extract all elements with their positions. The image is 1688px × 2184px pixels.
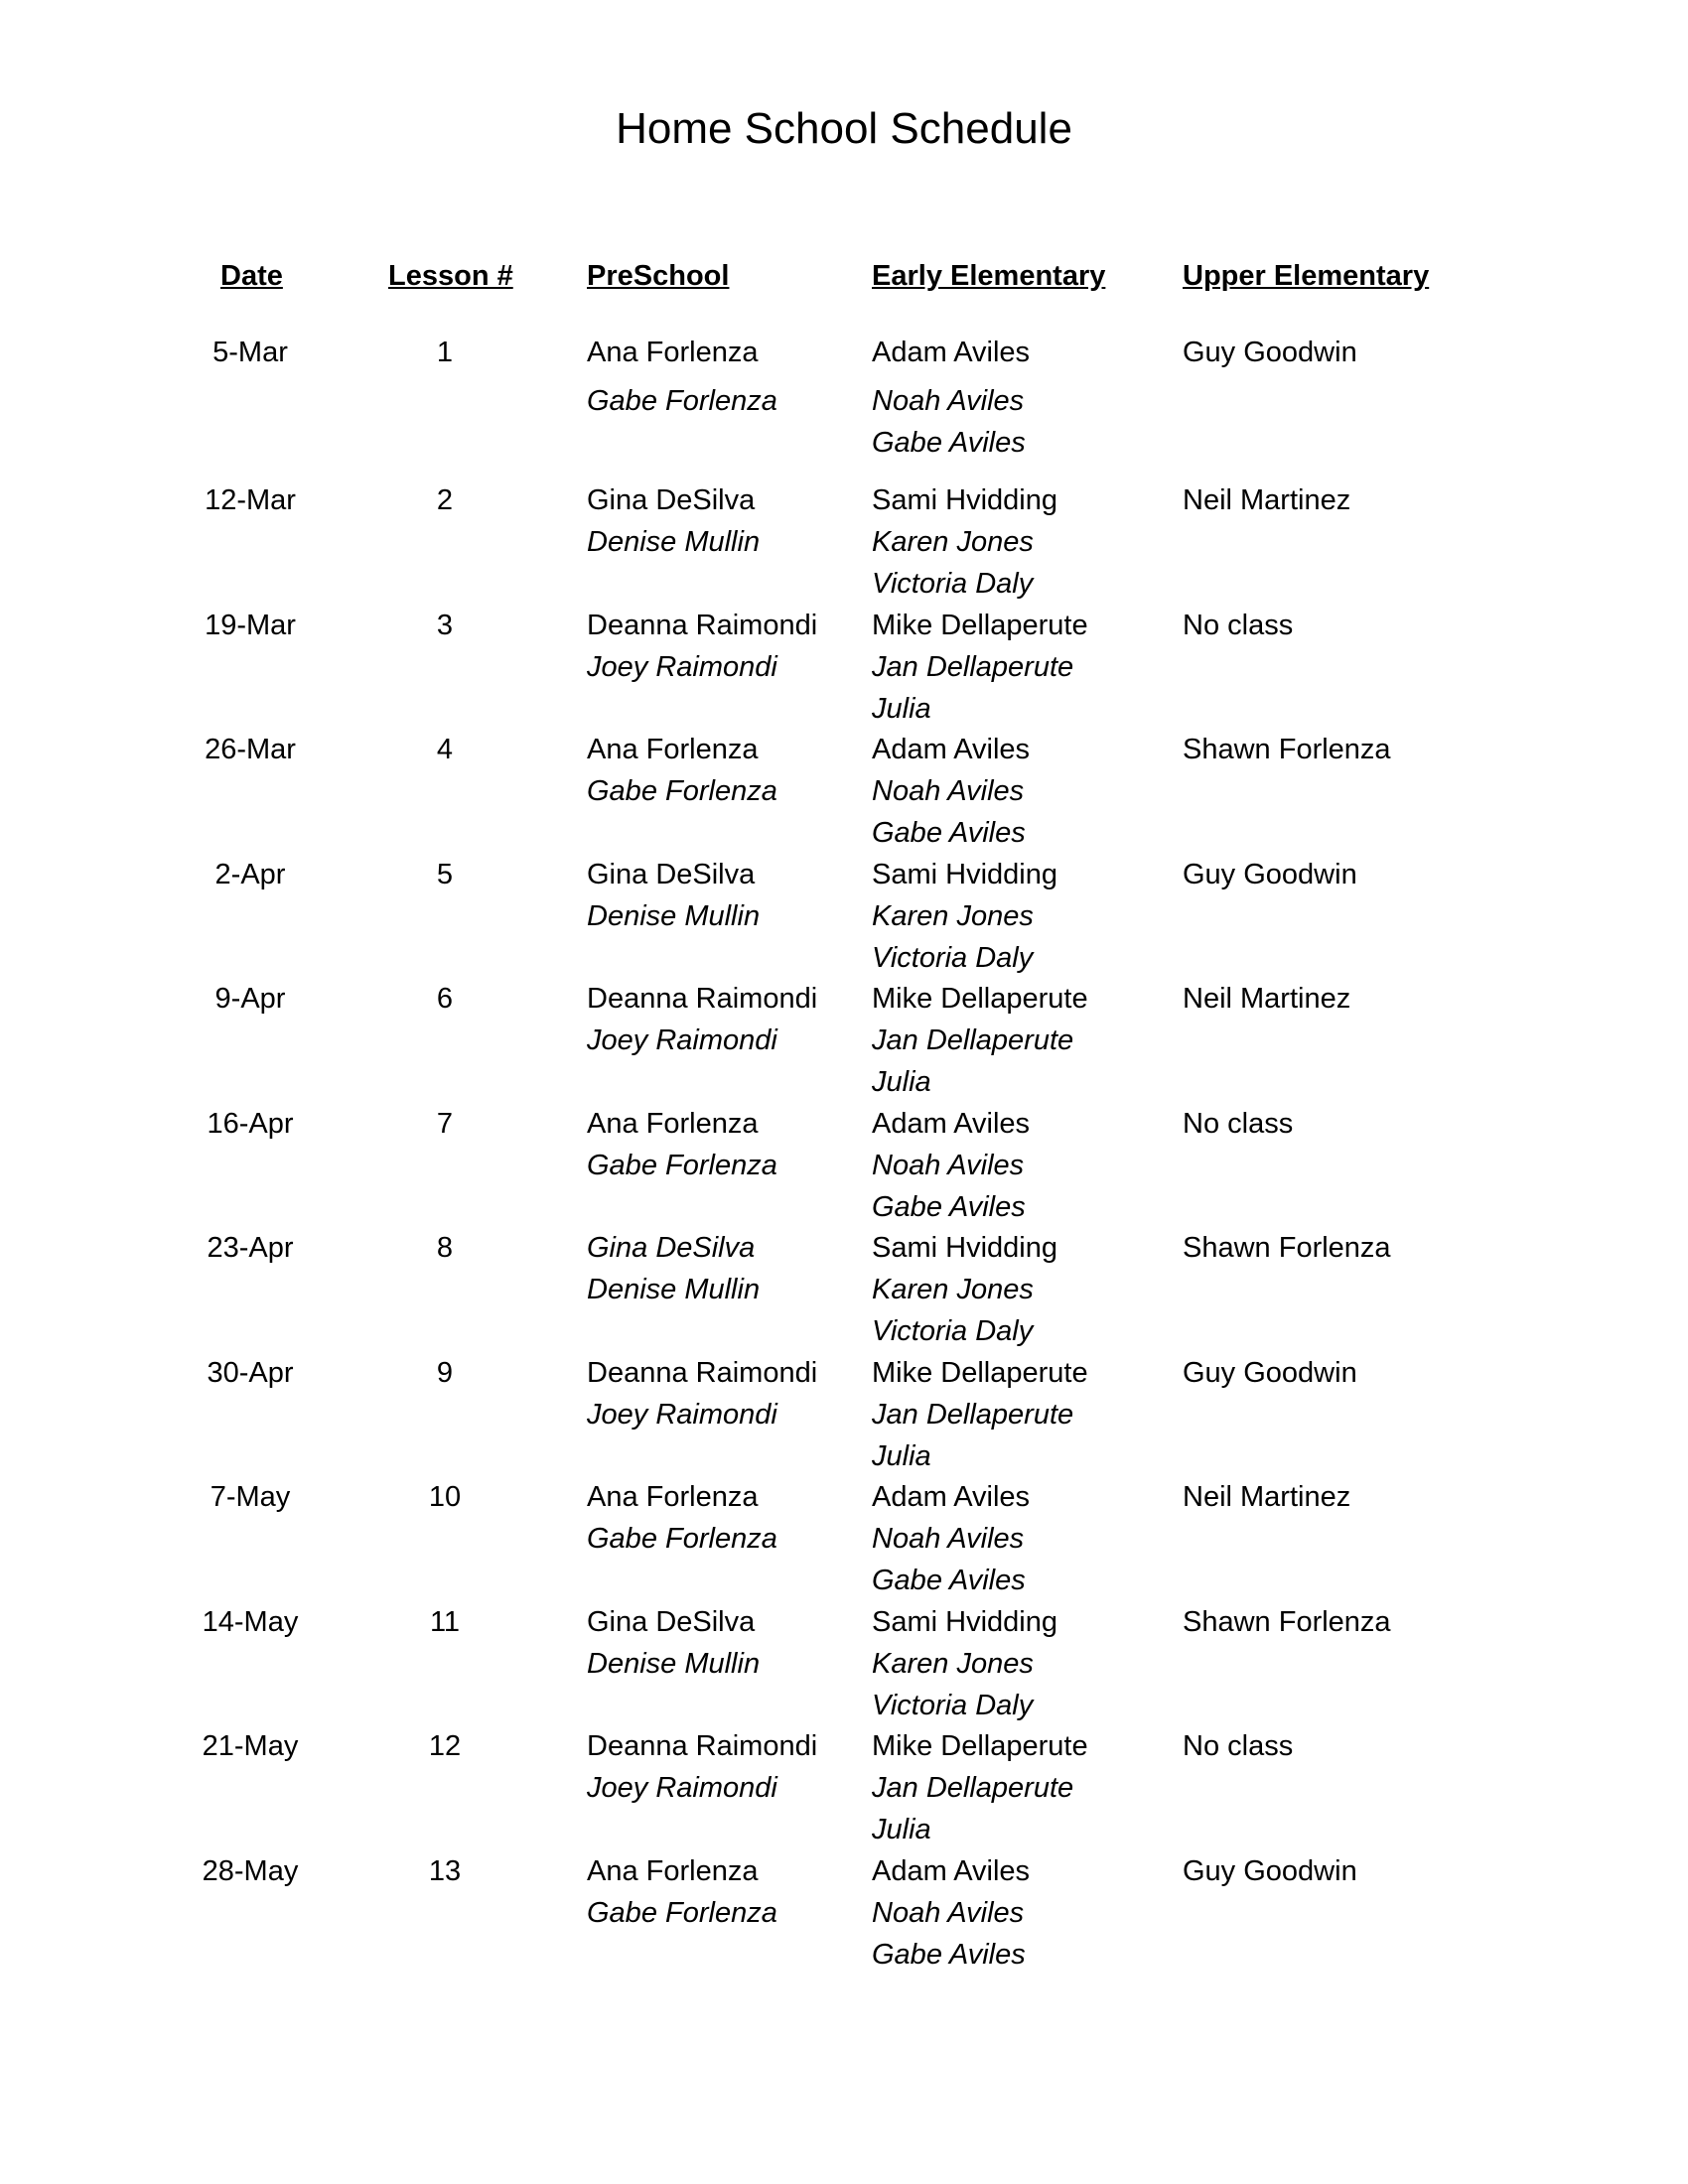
header-lesson: Lesson # (388, 260, 513, 292)
early-elementary-name: Noah Aviles (872, 1896, 1025, 1929)
early-elementary-name: Victoria Daly (872, 1315, 1034, 1347)
upper-elementary-name: Shawn Forlenza (1183, 1232, 1391, 1264)
early-elementary-name: Noah Aviles (872, 1149, 1025, 1181)
preschool-name: Deanna Raimondi (587, 1730, 818, 1762)
early-elementary-name: Karen Jones (872, 526, 1034, 558)
early-elementary-name: Noah Aviles (872, 385, 1025, 417)
row-lesson-number: 1 (436, 337, 454, 368)
preschool-name: Gabe Forlenza (587, 775, 777, 807)
upper-elementary-name: Neil Martinez (1183, 1481, 1351, 1513)
early-elementary-name: Julia (872, 1066, 931, 1098)
row-lesson-number: 12 (428, 1730, 462, 1762)
early-elementary-name: Adam Aviles (872, 1481, 1031, 1513)
header-upper-elementary: Upper Elementary (1183, 260, 1430, 292)
upper-elementary-name: Guy Goodwin (1183, 1854, 1357, 1887)
early-elementary-name: Noah Aviles (872, 775, 1025, 807)
preschool-name: Deanna Raimondi (587, 609, 818, 641)
row-date: 16-Apr (207, 1107, 294, 1140)
row-date: 23-Apr (207, 1232, 294, 1264)
early-elementary-name: Victoria Daly (872, 941, 1034, 974)
row-lesson-number: 4 (436, 734, 454, 765)
preschool-name: Joey Raimondi (587, 1024, 777, 1056)
early-elementary-name: Sami Hvidding (872, 484, 1057, 516)
upper-elementary-name: Neil Martinez (1183, 983, 1351, 1015)
early-elementary-name: Mike Dellaperute (872, 983, 1088, 1015)
early-elementary-name: Jan Dellaperute (872, 1398, 1074, 1431)
preschool-name: Gabe Forlenza (587, 1523, 777, 1555)
upper-elementary-name: No class (1183, 609, 1294, 641)
preschool-name: Joey Raimondi (587, 1398, 777, 1431)
preschool-name: Deanna Raimondi (587, 983, 818, 1015)
upper-elementary-name: Shawn Forlenza (1183, 734, 1391, 765)
row-lesson-number: 5 (436, 858, 454, 890)
upper-elementary-name: Neil Martinez (1183, 484, 1351, 516)
row-date: 9-Apr (214, 983, 286, 1015)
early-elementary-name: Gabe Aviles (872, 1565, 1026, 1596)
row-lesson-number: 10 (428, 1481, 462, 1513)
preschool-name: Denise Mullin (587, 899, 761, 932)
preschool-name: Gina DeSilva (587, 484, 756, 516)
preschool-name: Ana Forlenza (587, 734, 759, 765)
row-date: 19-Mar (205, 609, 296, 641)
row-date: 21-May (202, 1730, 299, 1762)
early-elementary-name: Julia (872, 692, 931, 725)
row-date: 28-May (202, 1854, 299, 1887)
row-date: 2-Apr (214, 858, 286, 890)
early-elementary-name: Mike Dellaperute (872, 1730, 1088, 1762)
preschool-name: Denise Mullin (587, 526, 761, 558)
early-elementary-name: Mike Dellaperute (872, 1356, 1088, 1389)
early-elementary-name: Sami Hvidding (872, 858, 1057, 890)
row-date: 26-Mar (205, 734, 296, 765)
early-elementary-name: Adam Aviles (872, 1107, 1031, 1140)
row-date: 30-Apr (207, 1356, 294, 1389)
upper-elementary-name: Shawn Forlenza (1183, 1605, 1391, 1638)
header-early-elementary: Early Elementary (872, 260, 1106, 292)
row-lesson-number: 7 (436, 1107, 454, 1140)
row-lesson-number: 13 (428, 1854, 462, 1887)
early-elementary-name: Jan Dellaperute (872, 1772, 1074, 1804)
preschool-name: Ana Forlenza (587, 1481, 759, 1513)
early-elementary-name: Gabe Aviles (872, 1190, 1026, 1223)
early-elementary-name: Sami Hvidding (872, 1232, 1057, 1264)
row-lesson-number: 6 (436, 983, 454, 1015)
preschool-name: Denise Mullin (587, 1647, 761, 1680)
early-elementary-name: Karen Jones (872, 899, 1034, 932)
preschool-name: Gina DeSilva (587, 1232, 756, 1264)
preschool-name: Gina DeSilva (587, 1605, 756, 1638)
early-elementary-name: Victoria Daly (872, 568, 1034, 600)
preschool-name: Joey Raimondi (587, 650, 777, 683)
preschool-name: Denise Mullin (587, 1274, 761, 1305)
early-elementary-name: Gabe Aviles (872, 427, 1026, 459)
early-elementary-name: Sami Hvidding (872, 1605, 1057, 1638)
preschool-name: Joey Raimondi (587, 1772, 777, 1804)
row-lesson-number: 2 (436, 484, 454, 516)
row-lesson-number: 11 (429, 1605, 461, 1638)
header-date: Date (220, 260, 283, 292)
upper-elementary-name: No class (1183, 1107, 1294, 1140)
early-elementary-name: Gabe Aviles (872, 817, 1026, 849)
early-elementary-name: Julia (872, 1814, 931, 1845)
preschool-name: Gabe Forlenza (587, 385, 777, 417)
page-title: Home School Schedule (616, 104, 1072, 153)
row-lesson-number: 8 (436, 1232, 454, 1264)
row-lesson-number: 9 (436, 1356, 454, 1389)
early-elementary-name: Adam Aviles (872, 734, 1031, 765)
early-elementary-name: Adam Aviles (872, 337, 1031, 368)
early-elementary-name: Jan Dellaperute (872, 650, 1074, 683)
preschool-name: Gabe Forlenza (587, 1896, 777, 1929)
upper-elementary-name: Guy Goodwin (1183, 858, 1357, 890)
early-elementary-name: Karen Jones (872, 1274, 1034, 1305)
early-elementary-name: Noah Aviles (872, 1523, 1025, 1555)
early-elementary-name: Julia (872, 1439, 931, 1472)
row-date: 12-Mar (205, 484, 296, 516)
header-preschool: PreSchool (587, 260, 730, 292)
preschool-name: Gabe Forlenza (587, 1149, 777, 1181)
preschool-name: Ana Forlenza (587, 1107, 759, 1140)
row-date: 14-May (202, 1605, 299, 1638)
preschool-name: Gina DeSilva (587, 858, 756, 890)
early-elementary-name: Adam Aviles (872, 1854, 1031, 1887)
row-date: 5-Mar (212, 337, 288, 368)
upper-elementary-name: Guy Goodwin (1183, 337, 1357, 368)
early-elementary-name: Mike Dellaperute (872, 609, 1088, 641)
early-elementary-name: Gabe Aviles (872, 1938, 1026, 1971)
row-lesson-number: 3 (436, 609, 454, 641)
upper-elementary-name: Guy Goodwin (1183, 1356, 1357, 1389)
early-elementary-name: Victoria Daly (872, 1689, 1034, 1721)
preschool-name: Ana Forlenza (587, 337, 759, 368)
row-date: 7-May (210, 1481, 291, 1513)
preschool-name: Ana Forlenza (587, 1854, 759, 1887)
upper-elementary-name: No class (1183, 1730, 1294, 1762)
preschool-name: Deanna Raimondi (587, 1356, 818, 1389)
early-elementary-name: Karen Jones (872, 1647, 1034, 1680)
early-elementary-name: Jan Dellaperute (872, 1024, 1074, 1056)
